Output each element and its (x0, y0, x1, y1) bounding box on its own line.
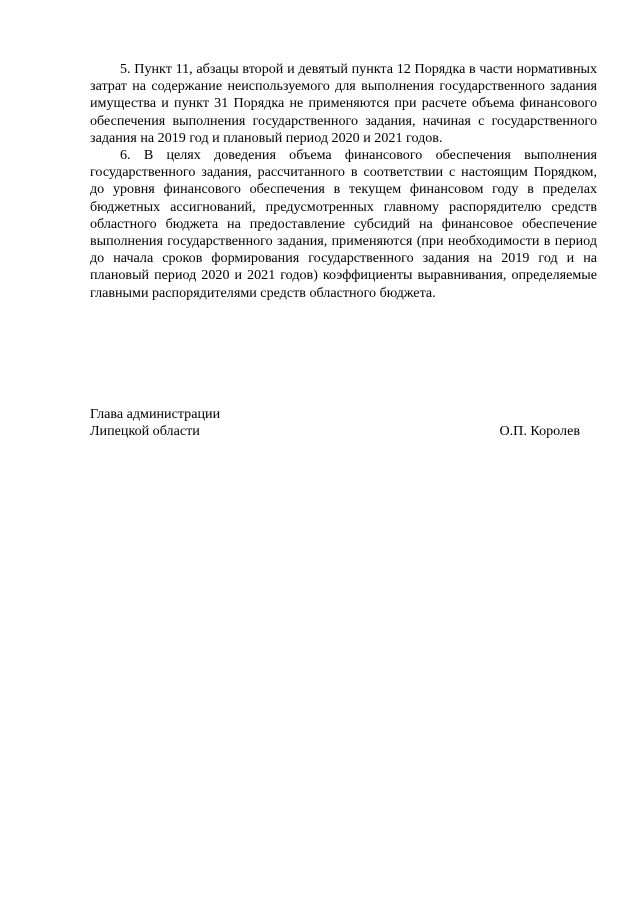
signatory-name: О.П. Королев (499, 423, 580, 440)
signature-row (90, 423, 580, 440)
signatory-position-line2: Липецкой области (90, 423, 200, 440)
paragraph-5: 5. Пункт 11, абзацы второй и девятый пункта 12 Порядка в части нормативных затрат на содержание неиспользуемого для выполнения государственного задания имущества и пункт 31 Порядка не применяются при расчете объема финансового обеспечения выполнения государственного задания, начиная с государственного задания на 2019 год и плановый период 2020 и 2021 годов. (90, 61, 597, 146)
signature-block (90, 406, 580, 440)
paragraph-6: 6. В целях доведения объема финансового обеспечения выполнения государственного задания, рассчитанного в соответствии с настоящим Порядком, до уровня финансового обеспечения в текущем финансовом году в пределах бюджетных ассигнований, предусмотренных главному распорядителю средств областного бюджета на предоставление субсидий на финансовое обеспечение выполнения государственного задания, применяются (при необходимости в период до начала сроков формирования государственного задания на 2019 год и на плановый период 2020 и 2021 годов) коэффициенты выравнивания, определяемые главными распорядителями средств областного бюджета. (90, 147, 597, 301)
signatory-position-line1: Глава администрации (90, 406, 221, 422)
document-body (90, 61, 597, 302)
